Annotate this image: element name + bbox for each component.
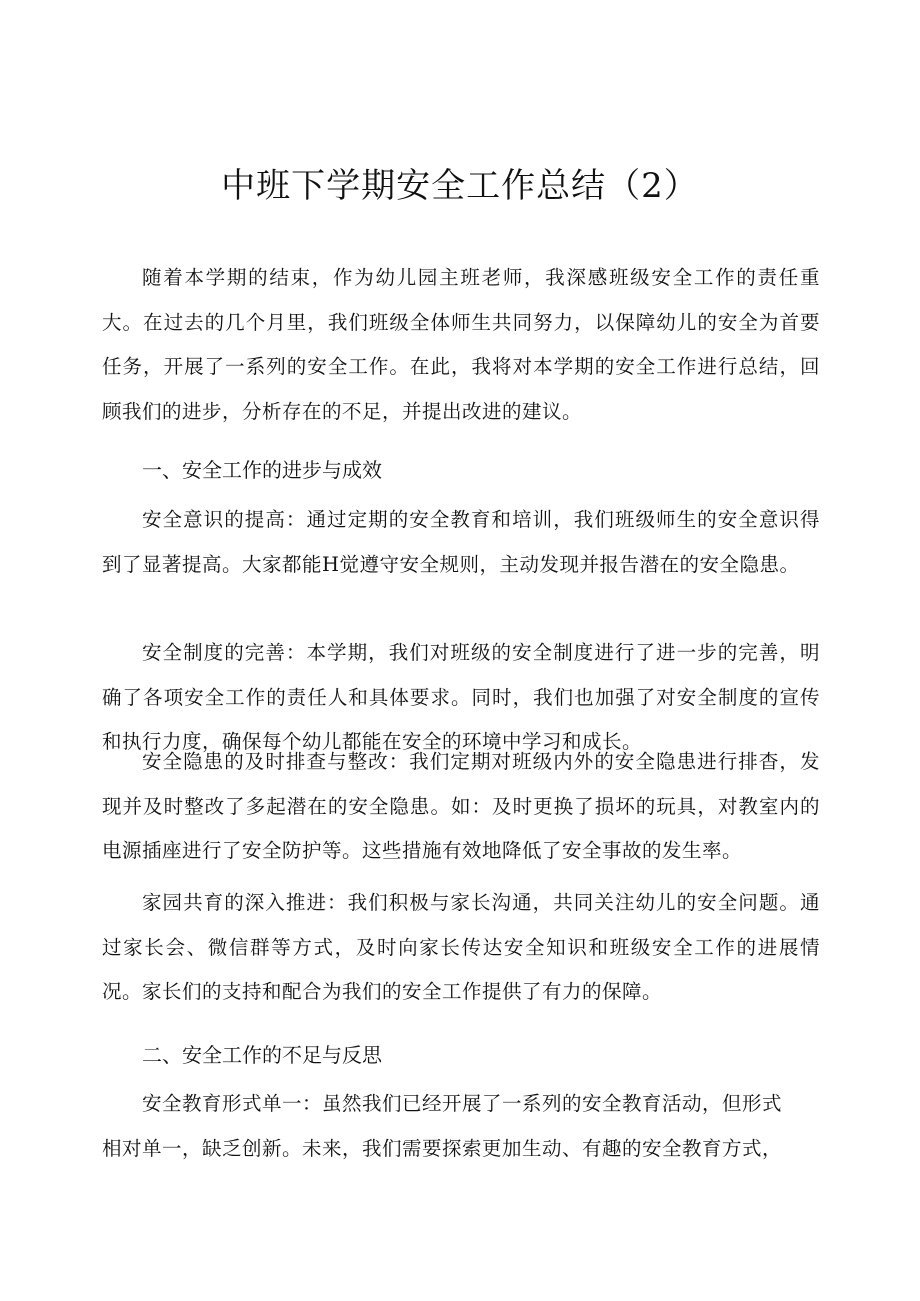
section-heading-progress: 一、安全工作的进步与成效	[142, 458, 382, 482]
section-heading-shortcomings: 二、安全工作的不足与反思	[142, 1043, 382, 1067]
paragraph-safety-system: 安全制度的完善：本学期，我们对班级的安全制度进行了进一步的完善，明确了各项安全工作的责任人和具体要求。同时，我们也加强了对安全制度的宣传和执行力度，确保每个幼儿都能在安全的环境中学习和成长。	[102, 641, 820, 753]
paragraph-safety-awareness: 安全意识的提高：通过定期的安全教育和培训，我们班级师生的安全意识得到了显著提高。大家都能H觉遵守安全规则，主动发现并报告潜在的安全隐患。	[102, 508, 820, 576]
intro-paragraph: 随着本学期的结束，作为幼儿园主班老师，我深感班级安全工作的责任重大。在过去的几个月里，我们班级全体师生共同努力，以保障幼儿的安全为首要任务，开展了一系列的安全工作。在此，我将对本学期的安全工作进行总结，回顾我们的进步，分析存在的不足，并提出改进的建议。	[102, 266, 820, 423]
document-title: 中班下学期安全工作总结（2）	[221, 166, 699, 206]
paragraph-home-school-cooperation: 家园共育的深入推进：我们积极与家长沟通，共同关注幼儿的安全问题。通过家长会、微信群等方式，及时向家长传达安全知识和班级安全工作的进展情况。家长们的支持和配合为我们的安全工作提供了有力的保障。	[102, 891, 820, 1003]
paragraph-education-format: 安全教育形式单一：虽然我们已经开展了一系列的安全教育活动，但形式相对单一，缺乏创新。未来，我们需要探索更加生动、有趣的安全教育方式，	[102, 1092, 783, 1160]
paragraph-hazard-inspection: 安全隐患的及时排查与整改：我们定期对班级内外的安全隐患进行排杳，发现并及时整改了多起潜在的安全隐患。如：及时更换了损坏的玩具，对教室内的电源插座进行了安全防护等。这些措施有效地降低了安全事故的发生率。	[102, 750, 820, 862]
